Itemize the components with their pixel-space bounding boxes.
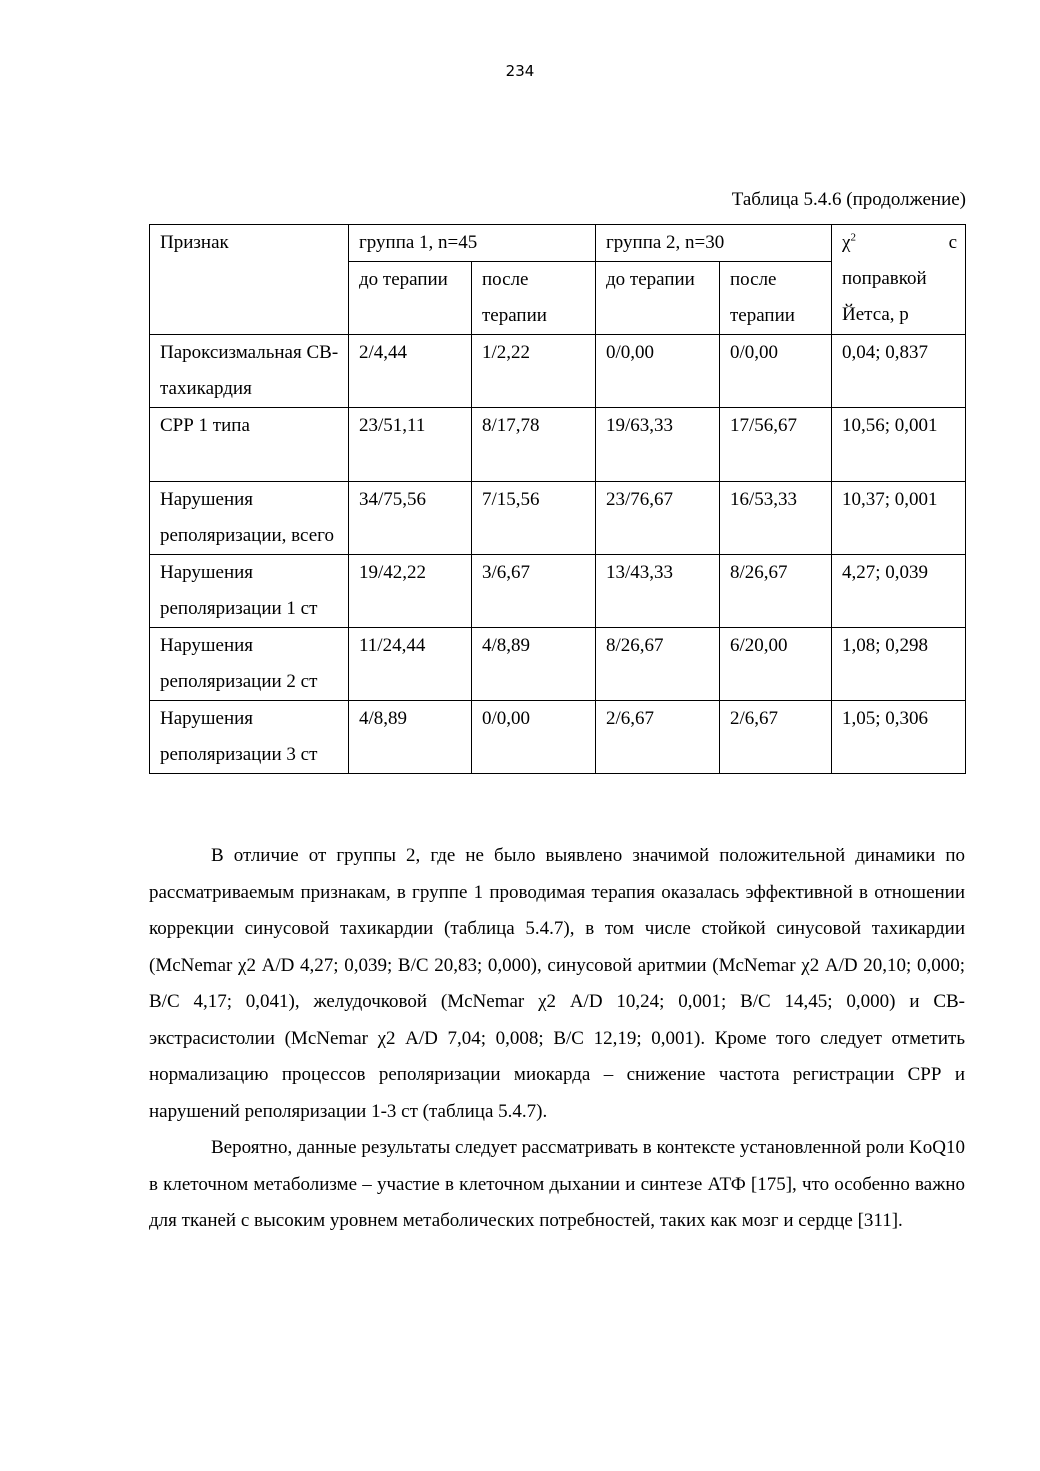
cell-g1-after: 0/0,00 [472, 701, 596, 774]
cell-g1-after: 4/8,89 [472, 628, 596, 701]
row-feature: Нарушения реполяризации 2 ст [150, 628, 349, 701]
cell-chi: 1,05; 0,306 [832, 701, 966, 774]
cell-chi: 10,37; 0,001 [832, 482, 966, 555]
header-feature: Признак [150, 225, 349, 335]
header-group1: группа 1, n=45 [349, 225, 596, 262]
cell-chi: 4,27; 0,039 [832, 555, 966, 628]
header-group2: группа 2, n=30 [596, 225, 832, 262]
cell-chi: 1,08; 0,298 [832, 628, 966, 701]
row-feature: СРР 1 типа [150, 408, 349, 482]
chi-caption: поправкой Йетса, р [842, 268, 927, 325]
paragraph: В отличие от группы 2, где не было выявлено значимой положительной динамики по рассматриваемым признакам, в группе 1 проводимая терапия оказалась эффективной в отношении коррекции синусовой тахикардии (таблица 5.4.7), в том числе стойкой синусовой тахикардии (McNemar χ2 A/D 4,27; 0,039; B/C 20,83; 0,000), синусовой аритмии (McNemar χ2 A/D 20,10; 0,000; B/C 4,17; 0,041), желудочковой (McNemar χ2 A/D 10,24; 0,001; B/C 14,45; 0,000) и СВ-экстрасистолии (McNemar χ2 A/D 7,04; 0,008; B/C 12,19; 0,001). Кроме того следует отметить нормализацию процессов реполяризации миокарда – снижение частота регистрации СРР и нарушений реполяризации 1-3 ст (таблица 5.4.7). [149, 845, 965, 1122]
header-g2-before: до терапии [596, 262, 720, 335]
row-feature: Пароксизмальная СВ-тахикардия [150, 335, 349, 408]
cell-chi: 0,04; 0,837 [832, 335, 966, 408]
table-row [150, 408, 966, 482]
cell-g1-before: 11/24,44 [349, 628, 472, 701]
row-feature: Нарушения реполяризации 1 ст [150, 555, 349, 628]
header-g1-before: до терапии [349, 262, 472, 335]
cell-g1-before: 4/8,89 [349, 701, 472, 774]
table-row [150, 555, 966, 628]
cell-g2-after: 8/26,67 [720, 555, 832, 628]
cell-g2-before: 23/76,67 [596, 482, 720, 555]
header-chi-square [832, 225, 966, 335]
cell-g2-after: 17/56,67 [720, 408, 832, 482]
cell-g2-after: 16/53,33 [720, 482, 832, 555]
cell-g2-before: 19/63,33 [596, 408, 720, 482]
paragraph: Вероятно, данные результаты следует рассматривать в контексте установленной роли KoQ10 в клеточном метаболизме – участие в клеточном дыхании и синтезе АТФ [175], что особенно важно для тканей с высоким уровнем метаболических потребностей, таких как мозг и сердце [311]. [149, 1137, 965, 1231]
cell-chi: 10,56; 0,001 [832, 408, 966, 482]
data-table [149, 224, 966, 774]
cell-g2-after: 6/20,00 [720, 628, 832, 701]
cell-g1-after: 1/2,22 [472, 335, 596, 408]
body-text [149, 838, 965, 1240]
row-feature: Нарушения реполяризации 3 ст [150, 701, 349, 774]
cell-g1-before: 23/51,11 [349, 408, 472, 482]
cell-g1-before: 2/4,44 [349, 335, 472, 408]
table-caption: Таблица 5.4.6 (продолжение) [731, 189, 966, 210]
cell-g2-before: 8/26,67 [596, 628, 720, 701]
table-row [150, 335, 966, 408]
table-row [150, 628, 966, 701]
cell-g2-after: 0/0,00 [720, 335, 832, 408]
cell-g1-after: 7/15,56 [472, 482, 596, 555]
row-feature: Нарушения реполяризации, всего [150, 482, 349, 555]
chi-symbol: χ [842, 232, 851, 253]
chi-superscript: 2 [850, 231, 856, 244]
header-g1-after: после терапии [472, 262, 596, 335]
page-number: 234 [505, 62, 535, 80]
cell-g2-before: 2/6,67 [596, 701, 720, 774]
table-header-row [150, 225, 966, 262]
cell-g2-before: 13/43,33 [596, 555, 720, 628]
cell-g2-after: 2/6,67 [720, 701, 832, 774]
cell-g1-before: 19/42,22 [349, 555, 472, 628]
chi-c: с [948, 232, 957, 253]
table-row [150, 701, 966, 774]
cell-g2-before: 0/0,00 [596, 335, 720, 408]
header-g2-after: после терапии [720, 262, 832, 335]
cell-g1-after: 3/6,67 [472, 555, 596, 628]
cell-g1-after: 8/17,78 [472, 408, 596, 482]
cell-g1-before: 34/75,56 [349, 482, 472, 555]
table-row [150, 482, 966, 555]
